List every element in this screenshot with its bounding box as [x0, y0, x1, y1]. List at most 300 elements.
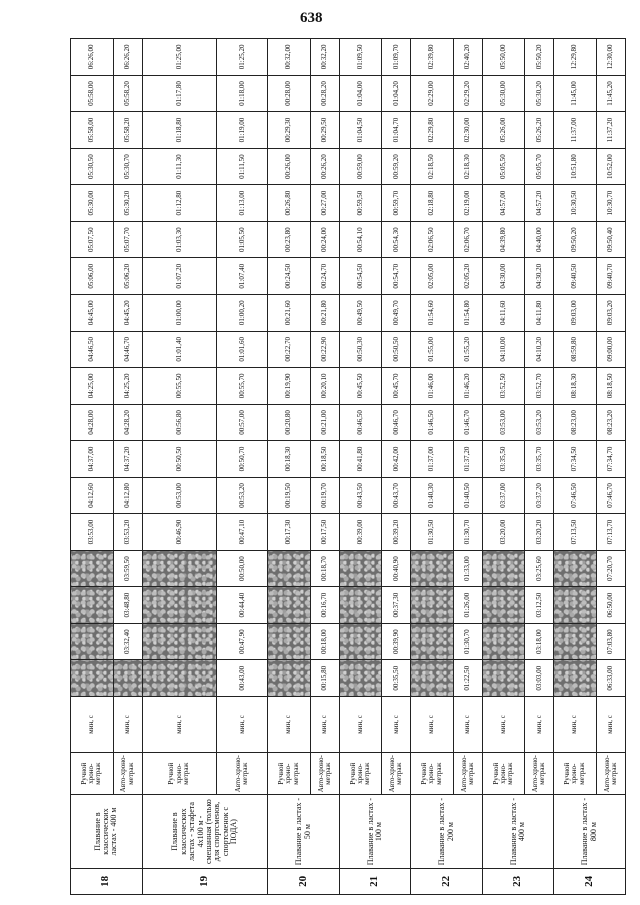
table-row: [217, 39, 268, 895]
time-value: 00:17,30: [268, 514, 311, 551]
time-value: 01:25,00: [142, 39, 217, 76]
time-value: 01:18,80: [142, 112, 217, 149]
rotated-table-container: [70, 38, 626, 895]
time-value: 11:37,20: [596, 112, 625, 149]
time-value: 01:46,50: [411, 404, 454, 441]
time-value: 04:37,20: [113, 441, 142, 478]
time-value: 00:54,10: [339, 221, 382, 258]
time-value: 01:22,50: [453, 660, 482, 697]
table-row: [596, 39, 625, 895]
time-value: 07:20,70: [596, 550, 625, 587]
time-value: 00:40,90: [382, 550, 411, 587]
time-value: 00:54,30: [382, 221, 411, 258]
time-value: 07:13,50: [554, 514, 597, 551]
time-value: 02:29,00: [411, 75, 454, 112]
row-number: 20: [268, 868, 340, 894]
time-value: 07:13,70: [596, 514, 625, 551]
shaded-cell: [268, 550, 311, 587]
time-value: 02:30,00: [453, 112, 482, 149]
time-value: 05:06,00: [71, 258, 114, 295]
timing-method: Ручной хроно-метраж: [268, 752, 311, 795]
unit: мин, с: [525, 697, 554, 753]
time-value: 00:44,40: [217, 587, 268, 624]
time-value: 05:07,50: [71, 221, 114, 258]
row-number: 18: [71, 868, 143, 894]
time-value: 00:47,10: [217, 514, 268, 551]
time-value: 00:32,00: [268, 39, 311, 76]
time-value: 04:12,80: [113, 477, 142, 514]
time-value: 02:05,20: [453, 258, 482, 295]
time-value: 00:50,70: [217, 441, 268, 478]
shaded-cell: [554, 623, 597, 660]
time-value: 01:11,50: [217, 148, 268, 185]
time-value: 09:03,20: [596, 295, 625, 332]
unit: мин, с: [268, 697, 311, 753]
time-value: 01:09,70: [382, 39, 411, 76]
time-value: 02:06,70: [453, 221, 482, 258]
time-value: 01:30,70: [453, 623, 482, 660]
time-value: 08:18,30: [554, 368, 597, 405]
time-value: 04:46,70: [113, 331, 142, 368]
time-value: 01:00,00: [142, 295, 217, 332]
time-value: 05:06,20: [113, 258, 142, 295]
shaded-cell: [142, 550, 217, 587]
time-value: 03:03,00: [525, 660, 554, 697]
time-value: 00:56,80: [142, 404, 217, 441]
standards-table-body: [71, 39, 626, 895]
time-value: 00:45,70: [382, 368, 411, 405]
shaded-cell: [339, 623, 382, 660]
time-value: 01:11,30: [142, 148, 217, 185]
time-value: 00:39,90: [382, 623, 411, 660]
time-value: 00:59,50: [339, 185, 382, 222]
time-value: 01:01,40: [142, 331, 217, 368]
unit: мин, с: [142, 697, 217, 753]
time-value: 00:59,20: [382, 148, 411, 185]
time-value: 05:50,00: [482, 39, 525, 76]
table-row: [310, 39, 339, 895]
discipline-name: Плавание в классических ластах - 400 м: [71, 795, 143, 868]
shaded-cell: [411, 587, 454, 624]
time-value: 00:18,70: [310, 550, 339, 587]
time-value: 04:12,60: [71, 477, 114, 514]
time-value: 01:04,70: [382, 112, 411, 149]
time-value: 01:25,20: [217, 39, 268, 76]
time-value: 07:34,70: [596, 441, 625, 478]
time-value: 04:37,00: [71, 441, 114, 478]
time-value: 00:21,60: [268, 295, 311, 332]
time-value: 00:28,00: [268, 75, 311, 112]
unit: мин, с: [482, 697, 525, 753]
time-value: 12:29,80: [554, 39, 597, 76]
table-row: [382, 39, 411, 895]
time-value: 00:41,80: [339, 441, 382, 478]
time-value: 09:50,20: [554, 221, 597, 258]
time-value: 00:29,30: [268, 112, 311, 149]
time-value: 00:18,50: [310, 441, 339, 478]
time-value: 01:17,80: [142, 75, 217, 112]
time-value: 04:45,20: [113, 295, 142, 332]
time-value: 00:22,90: [310, 331, 339, 368]
time-value: 10:51,80: [554, 148, 597, 185]
unit: мин, с: [217, 697, 268, 753]
shaded-cell: [71, 660, 114, 697]
time-value: 00:53,20: [217, 477, 268, 514]
discipline-name: Плавание в ластах - 400 м: [482, 795, 554, 868]
time-value: 01:54,80: [453, 295, 482, 332]
time-value: 03:53,20: [113, 514, 142, 551]
time-value: 04:11,80: [525, 295, 554, 332]
time-value: 01:04,50: [339, 112, 382, 149]
unit: мин, с: [382, 697, 411, 753]
time-value: 01:54,60: [411, 295, 454, 332]
time-value: 05:58,00: [71, 112, 114, 149]
shaded-cell: [71, 587, 114, 624]
time-value: 00:59,70: [382, 185, 411, 222]
time-value: 02:06,50: [411, 221, 454, 258]
time-value: 02:40,20: [453, 39, 482, 76]
shaded-cell: [339, 587, 382, 624]
time-value: 05:30,00: [71, 185, 114, 222]
time-value: 00:18,00: [310, 623, 339, 660]
shaded-cell: [268, 587, 311, 624]
time-value: 00:47,90: [217, 623, 268, 660]
timing-method: Авто-хроно-метраж: [310, 752, 339, 795]
time-value: 00:53,00: [142, 477, 217, 514]
time-value: 01:30,50: [411, 514, 454, 551]
time-value: 02:19,00: [453, 185, 482, 222]
time-value: 12:30,00: [596, 39, 625, 76]
time-value: 00:32,20: [310, 39, 339, 76]
time-value: 03:52,70: [525, 368, 554, 405]
timing-method: Ручной хроно-метраж: [411, 752, 454, 795]
time-value: 00:24,50: [268, 258, 311, 295]
time-value: 00:46,90: [142, 514, 217, 551]
discipline-name: Плавание в ластах - 50 м: [268, 795, 340, 868]
time-value: 00:28,20: [310, 75, 339, 112]
shaded-cell: [142, 587, 217, 624]
time-value: 06:26,20: [113, 39, 142, 76]
time-value: 00:57,00: [217, 404, 268, 441]
table-row: [113, 39, 142, 895]
row-number: 22: [411, 868, 483, 894]
time-value: 01:55,00: [411, 331, 454, 368]
unit: мин, с: [310, 697, 339, 753]
shaded-cell: [142, 660, 217, 697]
time-value: 00:20,80: [268, 404, 311, 441]
timing-method: Ручной хроно-метраж: [71, 752, 114, 795]
time-value: 00:50,50: [382, 331, 411, 368]
time-value: 00:42,00: [382, 441, 411, 478]
time-value: 00:19,70: [310, 477, 339, 514]
time-value: 00:43,00: [217, 660, 268, 697]
shaded-cell: [411, 623, 454, 660]
shaded-cell: [113, 660, 142, 697]
shaded-cell: [482, 660, 525, 697]
time-value: 03:18,00: [525, 623, 554, 660]
row-number: 19: [142, 868, 268, 894]
time-value: 00:19,50: [268, 477, 311, 514]
time-value: 10:30,50: [554, 185, 597, 222]
unit: мин, с: [339, 697, 382, 753]
time-value: 00:26,00: [268, 148, 311, 185]
time-value: 10:52,00: [596, 148, 625, 185]
shaded-cell: [71, 623, 114, 660]
standards-table: [70, 38, 626, 895]
shaded-cell: [71, 550, 114, 587]
time-value: 00:27,00: [310, 185, 339, 222]
time-value: 00:22,70: [268, 331, 311, 368]
time-value: 05:58,20: [113, 75, 142, 112]
time-value: 00:55,50: [142, 368, 217, 405]
time-value: 02:18,80: [411, 185, 454, 222]
time-value: 00:43,70: [382, 477, 411, 514]
table-row: [142, 39, 217, 895]
time-value: 09:40,50: [554, 258, 597, 295]
table-row: [411, 39, 454, 895]
time-value: 00:39,20: [382, 514, 411, 551]
timing-method: Ручной хроно-метраж: [554, 752, 597, 795]
time-value: 07:34,50: [554, 441, 597, 478]
timing-method: Авто-хроно-метраж: [596, 752, 625, 795]
time-value: 08:23,20: [596, 404, 625, 441]
time-value: 07:03,80: [596, 623, 625, 660]
unit: мин, с: [596, 697, 625, 753]
time-value: 03:48,80: [113, 587, 142, 624]
time-value: 00:21,00: [310, 404, 339, 441]
time-value: 00:46,70: [382, 404, 411, 441]
time-value: 04:57,20: [525, 185, 554, 222]
time-value: 00:26,80: [268, 185, 311, 222]
time-value: 01:09,50: [339, 39, 382, 76]
time-value: 03:52,50: [482, 368, 525, 405]
time-value: 03:25,60: [525, 550, 554, 587]
shaded-cell: [339, 550, 382, 587]
time-value: 00:50,00: [217, 550, 268, 587]
time-value: 03:53,20: [525, 404, 554, 441]
shaded-cell: [482, 550, 525, 587]
shaded-cell: [411, 660, 454, 697]
time-value: 04:10,20: [525, 331, 554, 368]
time-value: 00:24,70: [310, 258, 339, 295]
time-value: 01:37,20: [453, 441, 482, 478]
timing-method: Авто-хроно-метраж: [382, 752, 411, 795]
time-value: 09:50,40: [596, 221, 625, 258]
time-value: 02:39,80: [411, 39, 454, 76]
time-value: 00:45,50: [339, 368, 382, 405]
shaded-cell: [482, 587, 525, 624]
time-value: 05:50,20: [525, 39, 554, 76]
time-value: 00:19,90: [268, 368, 311, 405]
time-value: 04:28,20: [113, 404, 142, 441]
time-value: 00:21,80: [310, 295, 339, 332]
time-value: 11:37,00: [554, 112, 597, 149]
time-value: 05:30,20: [525, 75, 554, 112]
timing-method: Ручной хроно-метраж: [142, 752, 217, 795]
time-value: 03:32,40: [113, 623, 142, 660]
time-value: 00:49,50: [339, 295, 382, 332]
time-value: 04:46,50: [71, 331, 114, 368]
time-value: 03:20,20: [525, 514, 554, 551]
shaded-cell: [268, 660, 311, 697]
timing-method: Авто-хроно-метраж: [525, 752, 554, 795]
time-value: 00:39,00: [339, 514, 382, 551]
time-value: 00:20,10: [310, 368, 339, 405]
table-row: [525, 39, 554, 895]
time-value: 04:45,00: [71, 295, 114, 332]
time-value: 01:40,30: [411, 477, 454, 514]
time-value: 00:50,30: [339, 331, 382, 368]
time-value: 01:04,00: [339, 75, 382, 112]
time-value: 01:55,20: [453, 331, 482, 368]
time-value: 02:05,00: [411, 258, 454, 295]
time-value: 04:39,80: [482, 221, 525, 258]
table-row: [482, 39, 525, 895]
time-value: 05:30,00: [482, 75, 525, 112]
time-value: 06:33,00: [596, 660, 625, 697]
shaded-cell: [554, 550, 597, 587]
time-value: 04:11,60: [482, 295, 525, 332]
time-value: 00:55,70: [217, 368, 268, 405]
time-value: 11:45,00: [554, 75, 597, 112]
row-number: 24: [554, 868, 626, 894]
time-value: 00:18,30: [268, 441, 311, 478]
time-value: 03:35,50: [482, 441, 525, 478]
time-value: 04:10,00: [482, 331, 525, 368]
timing-method: Авто-хроно-метраж: [113, 752, 142, 795]
time-value: 05:30,50: [71, 148, 114, 185]
time-value: 01:13,00: [217, 185, 268, 222]
table-row: [268, 39, 311, 895]
time-value: 04:40,00: [525, 221, 554, 258]
time-value: 03:53,00: [71, 514, 114, 551]
table-row: [554, 39, 597, 895]
time-value: 05:26,00: [482, 112, 525, 149]
row-number: 21: [339, 868, 411, 894]
time-value: 01:26,00: [453, 587, 482, 624]
unit: мин, с: [411, 697, 454, 753]
time-value: 03:37,00: [482, 477, 525, 514]
discipline-name: Плавание в ластах - 200 м: [411, 795, 483, 868]
timing-method: Ручной хроно-метраж: [339, 752, 382, 795]
time-value: 05:58,00: [71, 75, 114, 112]
row-number: 23: [482, 868, 554, 894]
time-value: 05:05,70: [525, 148, 554, 185]
timing-method: Авто-хроно-метраж: [217, 752, 268, 795]
time-value: 04:28,00: [71, 404, 114, 441]
discipline-name: Плавание в классических ластах - эстафета 4х100 м - смешанная (только для спортсменов, спортсменок с ПОДА): [142, 795, 268, 868]
discipline-name: Плавание в ластах - 100 м: [339, 795, 411, 868]
time-value: 00:29,50: [310, 112, 339, 149]
time-value: 05:07,70: [113, 221, 142, 258]
time-value: 01:33,00: [453, 550, 482, 587]
time-value: 03:12,50: [525, 587, 554, 624]
time-value: 00:46,50: [339, 404, 382, 441]
time-value: 04:25,20: [113, 368, 142, 405]
time-value: 01:00,20: [217, 295, 268, 332]
time-value: 04:25,00: [71, 368, 114, 405]
time-value: 03:20,00: [482, 514, 525, 551]
time-value: 01:04,20: [382, 75, 411, 112]
time-value: 07:46,50: [554, 477, 597, 514]
time-value: 01:18,00: [217, 75, 268, 112]
timing-method: Авто-хроно-метраж: [453, 752, 482, 795]
time-value: 03:35,70: [525, 441, 554, 478]
discipline-name: Плавание в ластах - 800 м: [554, 795, 626, 868]
shaded-cell: [142, 623, 217, 660]
time-value: 00:50,50: [142, 441, 217, 478]
time-value: 06:26,00: [71, 39, 114, 76]
time-value: 02:29,20: [453, 75, 482, 112]
time-value: 05:58,20: [113, 112, 142, 149]
time-value: 00:17,50: [310, 514, 339, 551]
time-value: 00:35,50: [382, 660, 411, 697]
unit: мин, с: [113, 697, 142, 753]
time-value: 00:54,70: [382, 258, 411, 295]
time-value: 01:12,80: [142, 185, 217, 222]
time-value: 00:23,80: [268, 221, 311, 258]
page-number: 638: [300, 10, 323, 26]
time-value: 01:19,00: [217, 112, 268, 149]
shaded-cell: [482, 623, 525, 660]
time-value: 01:03,30: [142, 221, 217, 258]
time-value: 00:37,30: [382, 587, 411, 624]
time-value: 01:05,50: [217, 221, 268, 258]
shaded-cell: [554, 660, 597, 697]
time-value: 01:40,50: [453, 477, 482, 514]
shaded-cell: [339, 660, 382, 697]
time-value: 09:40,70: [596, 258, 625, 295]
time-value: 08:23,00: [554, 404, 597, 441]
time-value: 01:46,00: [411, 368, 454, 405]
time-value: 04:30,00: [482, 258, 525, 295]
time-value: 03:53,00: [482, 404, 525, 441]
table-row: [71, 39, 114, 895]
time-value: 10:30,70: [596, 185, 625, 222]
time-value: 08:59,80: [554, 331, 597, 368]
time-value: 01:37,00: [411, 441, 454, 478]
time-value: 00:54,50: [339, 258, 382, 295]
unit: мин, с: [71, 697, 114, 753]
unit: мин, с: [453, 697, 482, 753]
time-value: 00:15,80: [310, 660, 339, 697]
time-value: 01:07,20: [142, 258, 217, 295]
shaded-cell: [411, 550, 454, 587]
time-value: 00:24,00: [310, 221, 339, 258]
table-row: [453, 39, 482, 895]
time-value: 01:07,40: [217, 258, 268, 295]
time-value: 06:50,00: [596, 587, 625, 624]
shaded-cell: [554, 587, 597, 624]
time-value: 01:46,70: [453, 404, 482, 441]
time-value: 04:57,00: [482, 185, 525, 222]
time-value: 05:26,20: [525, 112, 554, 149]
time-value: 07:46,70: [596, 477, 625, 514]
time-value: 00:49,70: [382, 295, 411, 332]
unit: мин, с: [554, 697, 597, 753]
time-value: 00:26,20: [310, 148, 339, 185]
time-value: 01:01,60: [217, 331, 268, 368]
time-value: 09:03,00: [554, 295, 597, 332]
timing-method: Ручной хроно-метраж: [482, 752, 525, 795]
time-value: 02:18,50: [411, 148, 454, 185]
time-value: 03:59,50: [113, 550, 142, 587]
time-value: 03:37,20: [525, 477, 554, 514]
time-value: 00:43,50: [339, 477, 382, 514]
time-value: 01:46,20: [453, 368, 482, 405]
time-value: 01:30,70: [453, 514, 482, 551]
time-value: 05:05,50: [482, 148, 525, 185]
